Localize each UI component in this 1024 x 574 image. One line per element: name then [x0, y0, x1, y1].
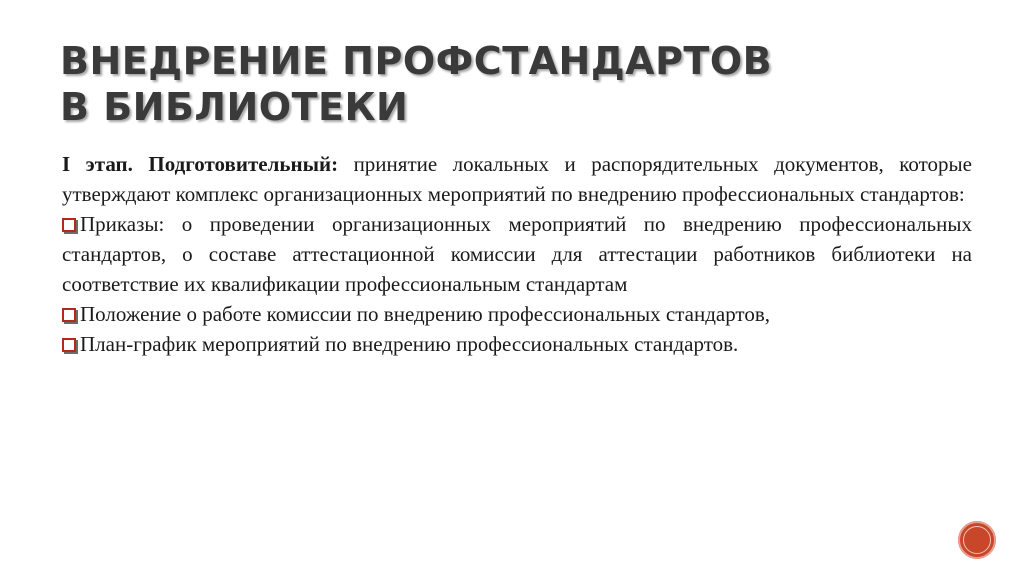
hollow-square-bullet-icon — [62, 308, 76, 322]
slide-content — [62, 149, 972, 359]
intro-paragraph — [62, 149, 972, 209]
slide-title-line-1: ВНЕДРЕНИЕ ПРОФСТАНДАРТОВ — [60, 39, 773, 83]
list-item-text: План-график мероприятий по внедрению профессиональных стандартов. — [80, 332, 739, 356]
list-item — [62, 209, 972, 299]
list-item-text: Положение о работе комиссии по внедрению профессиональных стандартов, — [80, 302, 770, 326]
list-item — [62, 299, 972, 329]
intro-bold-label: I этап. Подготовительный: — [62, 152, 339, 176]
list-item-text: Приказы: о проведении организационных мероприятий по внедрению профессиональных стандартов, о составе аттестационной комиссии для аттестации работников библиотеки на соответствие их квалификации профессиональным стандартам — [62, 212, 972, 296]
hollow-square-bullet-icon — [62, 338, 76, 352]
slide-title-line-2: В БИБЛИОТЕКИ — [60, 85, 409, 129]
next-slide-circle-icon[interactable] — [958, 521, 996, 559]
slide-title — [60, 38, 960, 130]
intro-text: принятие локальных и распорядительных документов, которые утверждают комплекс организационных мероприятий по внедрению профессиональных стандартов: — [62, 152, 972, 206]
hollow-square-bullet-icon — [62, 218, 76, 232]
right-edge-decoration — [994, 0, 1024, 574]
list-item — [62, 329, 972, 359]
